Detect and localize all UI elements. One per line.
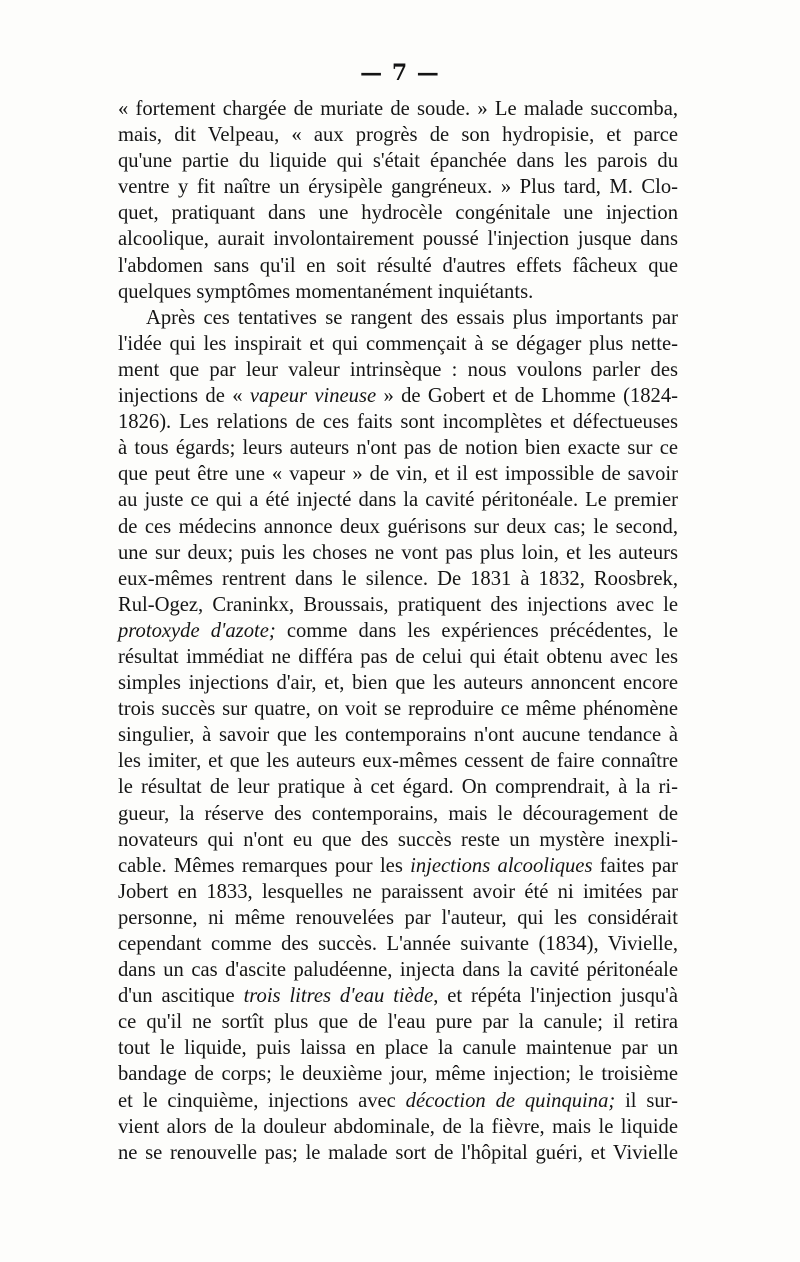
text-line [118,174,678,200]
text-line [118,696,678,722]
text-segment: 1826). Les relations de ces faits sont incomplètes et défectueuses [118,411,678,434]
text-segment: mais, dit Velpeau, « aux progrès de son hydropisie, et parce [118,124,678,147]
italic-text: protoxyde d'azote; [118,619,276,642]
text-line [118,331,678,357]
text-segment: au juste ce qui a été injecté dans la cavité péritonéale. Le premier [118,489,678,512]
text-segment: vient alors de la douleur abdominale, de la fièvre, mais le liquide [118,1115,678,1138]
text-segment: qu'une partie du liquide qui s'était épanchée dans les parois du [118,150,678,173]
text-line [118,1009,678,1035]
text-segment: Jobert en 1833, lesquelles ne paraissent avoir été ni imitées par [118,880,678,903]
text-line [118,983,678,1009]
text-line [118,618,678,644]
text-segment: le résultat de leur pratique à cet égard. On comprendrait, à la ri- [118,776,678,799]
text-line [118,670,678,696]
text-segment: cable. Mêmes remarques pour les [118,854,411,877]
body-text [118,96,678,1166]
text-line [118,827,678,853]
text-line [118,774,678,800]
text-line [118,305,678,331]
text-segment: simples injections d'air, et, bien que les auteurs annoncent encore [118,672,678,695]
text-line [118,253,678,279]
text-line [118,879,678,905]
italic-text: décoction de quinquina; [405,1089,616,1112]
text-line [118,122,678,148]
text-line [118,148,678,174]
text-line [118,748,678,774]
text-line [118,383,678,409]
text-line [118,357,678,383]
text-segment: tout le liquide, puis laissa en place la canule maintenue par un [118,1037,678,1060]
text-line [118,514,678,540]
text-line [118,592,678,618]
text-segment: alcoolique, aurait involontairement poussé l'injection jusque dans [118,228,678,251]
paragraph [118,96,678,305]
text-segment: , et répéta l'injection jusqu'à [433,985,679,1008]
text-segment: ne se renouvelle pas; le malade sort de l'hôpital guéri, et Vivielle [118,1141,678,1164]
text-line [118,435,678,461]
text-segment: injections de « [118,385,250,408]
text-segment: » de Gobert et de Lhomme (1824- [376,385,678,408]
text-segment: ventre y fit naître un érysipèle gangréneux. » Plus tard, M. Clo- [118,176,678,199]
text-line [118,644,678,670]
text-segment: bandage de corps; le deuxième jour, même injection; le troisième [118,1063,678,1086]
text-segment: singulier, à savoir que les contemporains n'ont aucune tendance à [118,724,678,747]
text-line [118,566,678,592]
text-line [118,957,678,983]
text-segment: les imiter, et que les auteurs eux-mêmes cessent de faire connaître [118,750,678,773]
text-line [118,1088,678,1114]
page-number: — 7 — [360,60,440,86]
text-segment: eux-mêmes rentrent dans le silence. De 1831 à 1832, Roosbrek, [118,567,678,590]
text-line [118,853,678,879]
text-segment: et le cinquième, injections avec [118,1089,406,1112]
text-segment: quelques symptômes momentanément inquiétants. [118,280,534,303]
text-line [118,279,678,305]
text-line [118,540,678,566]
text-segment: l'abdomen sans qu'il en soit résulté d'autres effets fâcheux que [118,254,678,277]
text-segment: quet, pratiquant dans une hydrocèle congénitale une injection [118,202,678,225]
text-line [118,931,678,957]
text-segment: « fortement chargée de muriate de soude. » Le malade succomba, [118,98,678,120]
text-segment: résultat immédiat ne différa pas de celui qui était obtenu avec les [118,645,678,668]
text-line [118,96,678,122]
text-segment: Après ces tentatives se rangent des essais plus importants par [146,306,678,329]
text-segment: ce qu'il ne sortît plus que de l'eau pure par la canule; il retira [118,1011,678,1034]
text-line [118,905,678,931]
text-line [118,1035,678,1061]
italic-text: injections alcooliques [410,854,593,877]
text-line [118,200,678,226]
text-segment: à tous égards; leurs auteurs n'ont pas de notion bien exacte sur ce [118,437,678,460]
text-segment: trois succès sur quatre, on voit se reproduire ce même phénomène [118,698,678,721]
text-line [118,409,678,435]
text-segment: il sur- [615,1089,678,1112]
text-segment: d'un ascitique [118,985,244,1008]
text-line [118,1061,678,1087]
text-segment: personne, ni même renouvelées par l'auteur, qui les considérait [118,906,678,929]
text-segment: ment que par leur valeur intrinsèque : nous voulons parler des [118,358,678,381]
text-segment: novateurs qui n'ont eu que des succès reste un mystère inexpli- [118,828,678,851]
text-segment: une sur deux; puis les choses ne vont pas plus loin, et les auteurs [118,541,678,564]
text-line [118,722,678,748]
text-segment: l'idée qui les inspirait et qui commençait à se dégager plus nette- [118,332,678,355]
text-segment: Rul-Ogez, Craninkx, Broussais, pratiquent des injections avec le [118,593,678,616]
italic-text: vapeur vineuse [249,385,377,408]
text-line [118,487,678,513]
paragraph [118,305,678,1166]
text-line [118,461,678,487]
text-segment: cependant comme des succès. L'année suivante (1834), Vivielle, [118,933,678,955]
text-line [118,1140,678,1166]
italic-text: trois litres d'eau tiède [243,985,434,1008]
text-segment: de ces médecins annonce deux guérisons sur deux cas; le second, [118,515,678,538]
text-segment: faites par [592,854,678,877]
text-line [118,801,678,827]
text-segment: que peut être une « vapeur » de vin, et il est impossible de savoir [118,463,678,486]
text-segment: comme dans les expériences précédentes, le [275,619,678,642]
text-line [118,226,678,252]
text-segment: gueur, la réserve des contemporains, mais le découragement de [118,802,678,825]
text-line [118,1114,678,1140]
text-segment: dans un cas d'ascite paludéenne, injecta dans la cavité péritonéale [118,959,678,982]
